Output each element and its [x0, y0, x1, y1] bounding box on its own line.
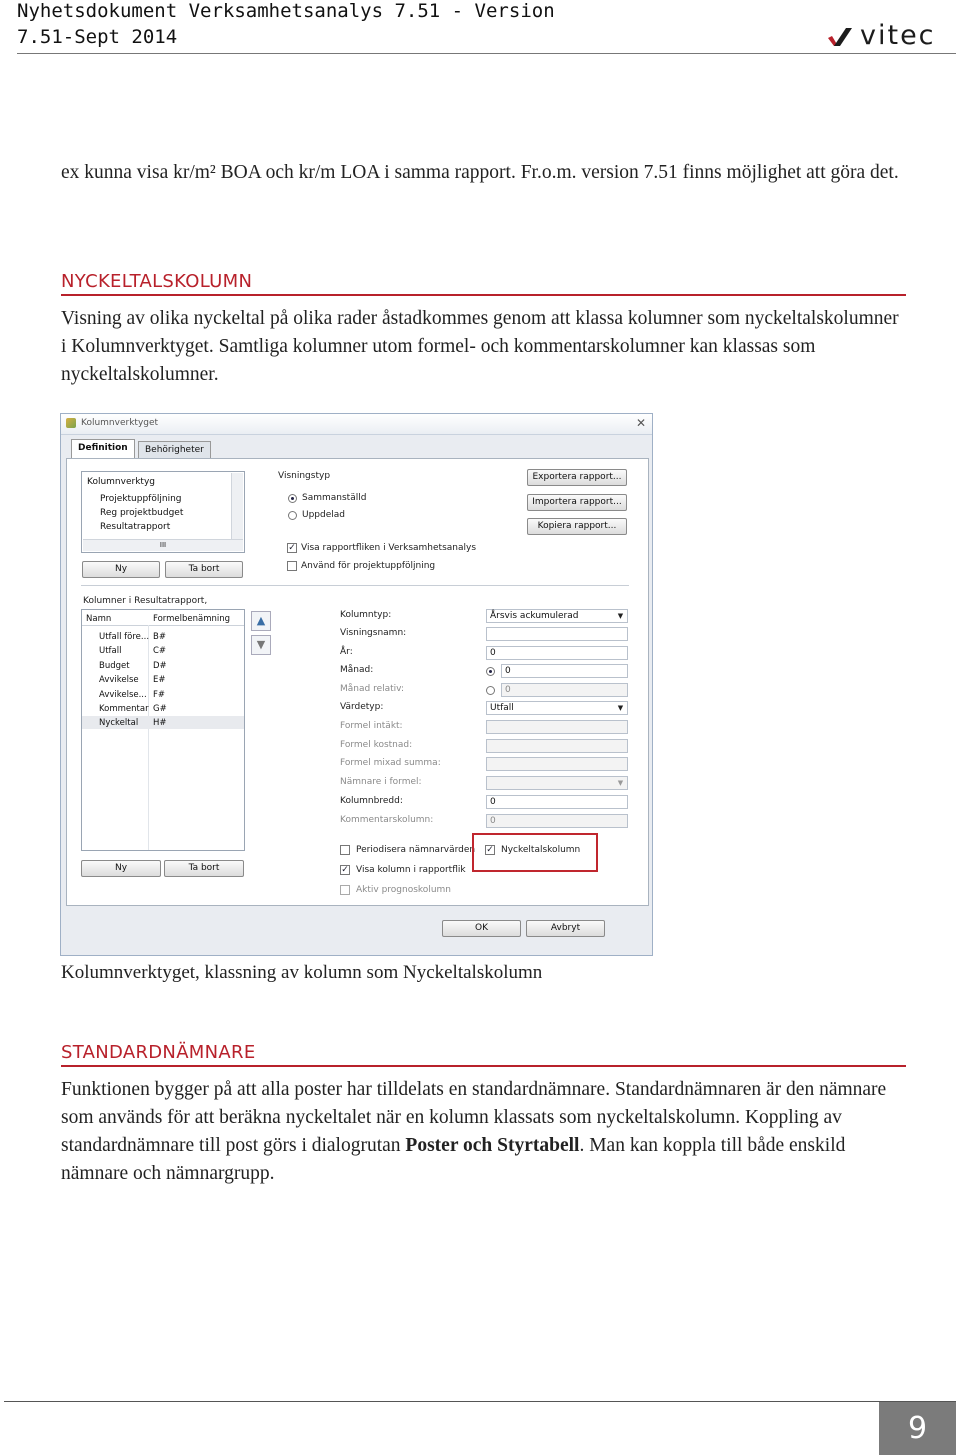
tab-definition[interactable]: Definition [71, 439, 135, 458]
table-cell[interactable]: D# [153, 661, 167, 671]
namnare-select[interactable] [486, 776, 628, 790]
table-cell[interactable]: F# [153, 690, 166, 700]
figure-caption: Kolumnverktyget, klassning av kolumn som Nyckeltalskolumn [61, 962, 543, 983]
visningstyp-label: Visningstyp [278, 471, 331, 481]
table-cell[interactable]: Avvikelse [99, 675, 139, 685]
intro-paragraph: ex kunna visa kr/m² BOA och kr/m LOA i samma rapport. Fr.o.m. version 7.51 finns möjlighet att göra det. [61, 162, 899, 183]
app-icon [66, 418, 76, 428]
move-up-icon[interactable]: ▲ [251, 611, 271, 631]
checkbox-periodisera[interactable] [340, 845, 350, 855]
table-cell[interactable]: H# [153, 718, 167, 728]
tab-behorigheter[interactable]: Behörigheter [138, 441, 211, 458]
formel-intakt-field[interactable] [486, 720, 628, 734]
section2-paragraph [61, 1076, 906, 1188]
tree-new-button[interactable]: Ny [82, 561, 160, 578]
table-cell[interactable]: Utfall [99, 646, 122, 656]
tree-item[interactable]: Resultatrapport [100, 522, 171, 532]
radio-sammanstalld[interactable] [288, 494, 297, 503]
kommentarskolumn-label: Kommentarskolumn: [340, 815, 434, 825]
checkbox-visa-kolumn-label: Visa kolumn i rapportflik [356, 865, 466, 875]
header-rule [17, 53, 956, 54]
radio-uppdelad[interactable] [288, 511, 297, 520]
table-cell[interactable]: E# [153, 675, 166, 685]
formel-kostnad-field[interactable] [486, 739, 628, 753]
visningsnamn-label: Visningsnamn: [340, 628, 407, 638]
checkbox-visa-rapportfliken[interactable]: ✓ [288, 543, 296, 553]
columns-group-label: Kolumner i Resultatrapport, [83, 596, 208, 606]
table-cell[interactable]: Kommentar [99, 704, 149, 714]
page-number: 9 [879, 1402, 956, 1455]
namnare-label: Nämnare i formel: [340, 777, 422, 787]
tree-vertical-scrollbar[interactable] [231, 473, 243, 539]
section-heading-nyckeltalskolumn: NYCKELTALSKOLUMN [61, 271, 906, 296]
tree-delete-button[interactable]: Ta bort [165, 561, 243, 578]
radio-manad-relativ[interactable] [486, 686, 495, 695]
section-heading-standardnamnare: STANDARDNÄMNARE [61, 1042, 906, 1067]
ar-label: År: [340, 647, 353, 657]
table-cell[interactable]: G# [153, 704, 167, 714]
manad-field[interactable]: 0 [501, 664, 628, 678]
ar-field[interactable]: 0 [486, 646, 628, 660]
separator [81, 585, 629, 586]
table-cell[interactable]: C# [153, 646, 167, 656]
chevron-down-icon: ▼ [617, 704, 624, 712]
move-down-icon[interactable]: ▼ [251, 635, 271, 655]
report-tree[interactable] [81, 471, 245, 553]
table-cell[interactable]: B# [153, 632, 166, 642]
kolumntyp-value: Årsvis ackumulerad [490, 611, 579, 621]
import-report-button[interactable]: Importera rapport... [527, 494, 627, 511]
vardetyp-label: Värdetyp: [340, 702, 384, 712]
vitec-logo-mark-icon [826, 26, 856, 48]
checkbox-projektuppfoljning-label: Använd för projektuppföljning [301, 561, 436, 571]
checkbox-nyckeltalskolumn[interactable]: ✓ [486, 845, 494, 855]
section1-paragraph: Visning av olika nyckeltal på olika rader åstadkommes genom att klassa kolumner som nyckeltalskolumner i Kolumnverktyget. Samtliga kolumner utom formel- och kommentarskolumner kan klassas som nyckeltalskolumner. [61, 308, 899, 385]
dialog-title: Kolumnverktyget [81, 418, 159, 428]
formel-mixad-label: Formel mixad summa: [340, 758, 441, 768]
kolumnverktyget-dialog [60, 413, 653, 956]
formel-intakt-label: Formel intäkt: [340, 721, 403, 731]
document-header-title: Nyhetsdokument Verksamhetsanalys 7.51 - Version 7.51-Sept 2014 [17, 0, 555, 48]
kolumnbredd-label: Kolumnbredd: [340, 796, 403, 806]
vitec-logo [826, 20, 948, 51]
columns-table[interactable] [81, 609, 245, 851]
manad-relativ-field[interactable]: 0 [501, 683, 628, 697]
column-header-formelbenamning[interactable]: Formelbenämning [153, 614, 231, 624]
ok-button[interactable]: OK [442, 920, 521, 937]
kolumntyp-label: Kolumntyp: [340, 610, 392, 620]
checkbox-projektuppfoljning[interactable] [287, 561, 297, 571]
section2-text-end: . Man kan koppla till både enskild nämnare och nämnargrupp. [61, 1135, 846, 1184]
chevron-down-icon: ▼ [617, 612, 624, 620]
checkbox-periodisera-label: Periodisera nämnarvärden [356, 845, 476, 855]
tree-item[interactable]: Reg projektbudget [100, 508, 184, 518]
visningsnamn-field[interactable] [486, 627, 628, 641]
checkbox-visa-rapportfliken-label: Visa rapportfliken i Verksamhetsanalys [301, 543, 477, 553]
kolumntyp-select[interactable] [486, 609, 628, 623]
manad-label: Månad: [340, 665, 374, 675]
column-header-namn[interactable]: Namn [86, 614, 112, 624]
close-icon[interactable]: ✕ [635, 416, 646, 430]
table-cell[interactable]: Nyckeltal [99, 718, 139, 728]
chevron-down-icon: ▼ [617, 779, 624, 787]
kolumnbredd-field[interactable]: 0 [486, 795, 628, 809]
radio-sammanstalld-label: Sammanställd [302, 493, 367, 503]
checkbox-aktiv-prognoskolumn[interactable] [340, 885, 350, 895]
table-cell[interactable]: Budget [99, 661, 130, 671]
radio-manad[interactable] [486, 667, 495, 676]
section2-text: Funktionen bygger på att alla poster har tilldelats en standardnämnare. Standardnämnaren är den nämnare som används för att beräkna nyckeltalet när en kolumn klassats som nyckeltalskolumn. Koppling av standardnämnare till post görs i dialogrutan [61, 1079, 887, 1156]
tree-root[interactable]: Kolumnverktyg [87, 477, 155, 487]
kommentarskolumn-field[interactable]: 0 [486, 814, 628, 828]
formel-mixad-field[interactable] [486, 757, 628, 771]
checkbox-visa-kolumn[interactable]: ✓ [341, 865, 349, 875]
definition-panel [66, 458, 649, 906]
vardetyp-value: Utfall [490, 703, 514, 713]
column-new-button[interactable]: Ny [81, 860, 161, 877]
table-cell[interactable]: Utfall före... [99, 632, 150, 642]
copy-report-button[interactable]: Kopiera rapport... [527, 518, 627, 535]
section2-bold-term: Poster och Styrtabell [405, 1135, 580, 1156]
radio-uppdelad-label: Uppdelad [302, 510, 345, 520]
column-delete-button[interactable]: Ta bort [164, 860, 244, 877]
vitec-logo-text: vitec [860, 20, 936, 51]
table-cell[interactable]: Avvikelse... [99, 690, 147, 700]
cancel-button[interactable]: Avbryt [526, 920, 605, 937]
tree-horizontal-scrollbar[interactable]: III [83, 539, 243, 551]
tree-item[interactable]: Projektuppföljning [100, 494, 182, 504]
footer-rule [4, 1401, 956, 1402]
dialog-titlebar [61, 414, 652, 435]
export-report-button[interactable]: Exportera rapport... [527, 469, 627, 486]
checkbox-nyckeltalskolumn-label: Nyckeltalskolumn [501, 845, 581, 855]
checkbox-aktiv-prognoskolumn-label: Aktiv prognoskolumn [356, 885, 451, 895]
vardetyp-select[interactable] [486, 701, 628, 715]
manad-relativ-label: Månad relativ: [340, 684, 405, 694]
formel-kostnad-label: Formel kostnad: [340, 740, 413, 750]
